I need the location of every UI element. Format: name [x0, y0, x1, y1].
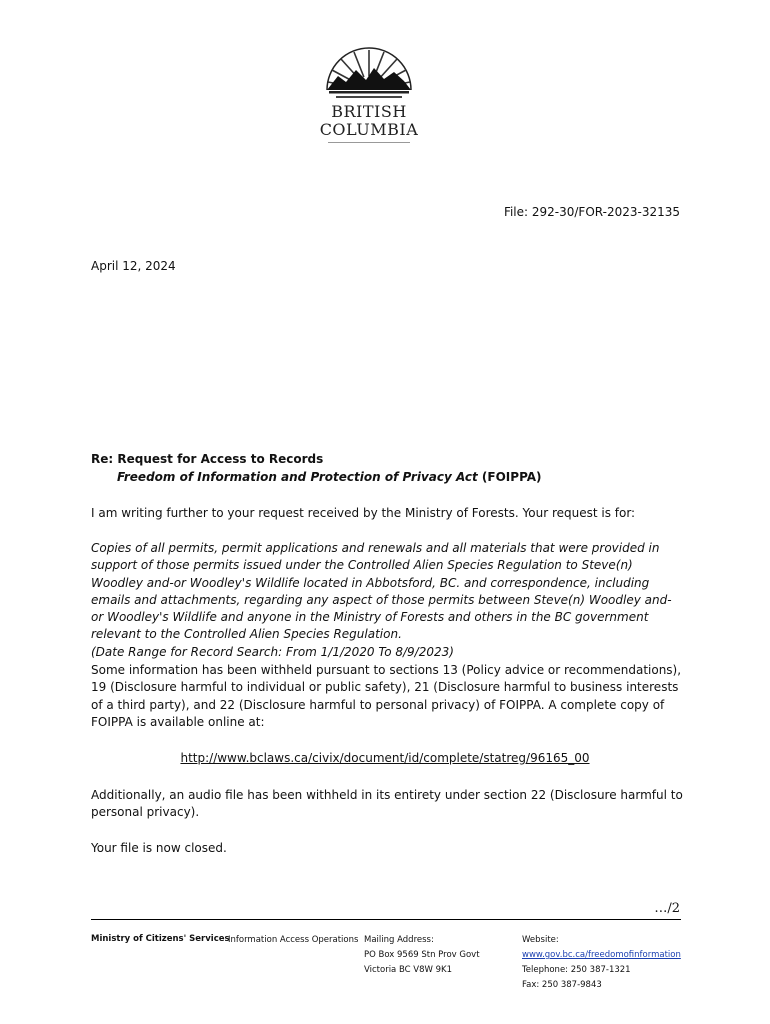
- telephone: Telephone: 250 387-1321: [522, 965, 631, 975]
- audio-paragraph: Additionally, an audio file has been withheld in its entirety under section 22 (Disclosure harmful to personal privacy).: [91, 788, 683, 820]
- mail-line-1: PO Box 9569 Stn Prov Govt: [364, 950, 480, 960]
- footer-ministry: Ministry of Citizens' Services: [91, 934, 230, 944]
- footer-contact: [522, 933, 681, 993]
- website-link[interactable]: www.gov.bc.ca/freedomofinformation: [522, 950, 681, 960]
- mail-label: Mailing Address:: [364, 935, 434, 945]
- subject-act: [117, 470, 542, 484]
- logo-divider: [328, 142, 410, 143]
- file-reference: File: 292-30/FOR-2023-32135: [503, 205, 680, 219]
- bc-logo: [316, 46, 422, 146]
- intro-paragraph: I am writing further to your request received by the Ministry of Forests. Your request is for:: [91, 506, 636, 520]
- footer-mailing-address: [364, 933, 480, 978]
- date-range-text: (Date Range for Record Search: From 1/1/2020 To 8/9/2023): [91, 644, 454, 659]
- footer-office: Information Access Operations: [228, 935, 359, 945]
- foippa-link[interactable]: http://www.bclaws.ca/civix/document/id/complete/statreg/96165_00: [180, 751, 590, 765]
- web-label: Website:: [522, 935, 559, 945]
- request-text: Copies of all permits, permit applications and renewals and all materials that were provided in support of those permits issued under the Controlled Alien Species Regulation to Steve(n) Woodley and-or Woodley's Wildlife located in Abbotsford, BC. and correspondence, including emails and attachments, regarding any aspect of those permits between Steve(n) Woodley and-or Woodley's Wildlife and anyone in the Ministry of Forests and others in the BC government relevant to the Controlled Alien Species Regulation.: [91, 541, 672, 642]
- subject-line: Re: Request for Access to Records: [91, 452, 324, 466]
- closing-paragraph: Your file is now closed.: [91, 841, 227, 855]
- act-abbreviation: (FOIPPA): [477, 470, 542, 484]
- bc-sun-mountain-icon: [324, 46, 414, 102]
- act-name: Freedom of Information and Protection of Privacy Act: [117, 470, 478, 484]
- logo-text-columbia: COLUMBIA: [319, 120, 419, 139]
- request-paragraph: [91, 540, 683, 661]
- footer-divider: [91, 919, 681, 920]
- page-continuation: …/2: [654, 901, 680, 916]
- mail-line-2: Victoria BC V8W 9K1: [364, 965, 453, 975]
- fax: Fax: 250 387-9843: [522, 980, 602, 990]
- logo-text-british: BRITISH: [331, 102, 407, 121]
- letter-date: April 12, 2024: [91, 259, 176, 273]
- withheld-paragraph: Some information has been withheld pursuant to sections 13 (Policy advice or recommendations), 19 (Disclosure harmful to individual or public safety), 21 (Disclosure harmful to business interests of a third party), and 22 (Disclosure harmful to personal privacy) of FOIPPA. A complete copy of FOIPPA is available online at:: [91, 663, 682, 729]
